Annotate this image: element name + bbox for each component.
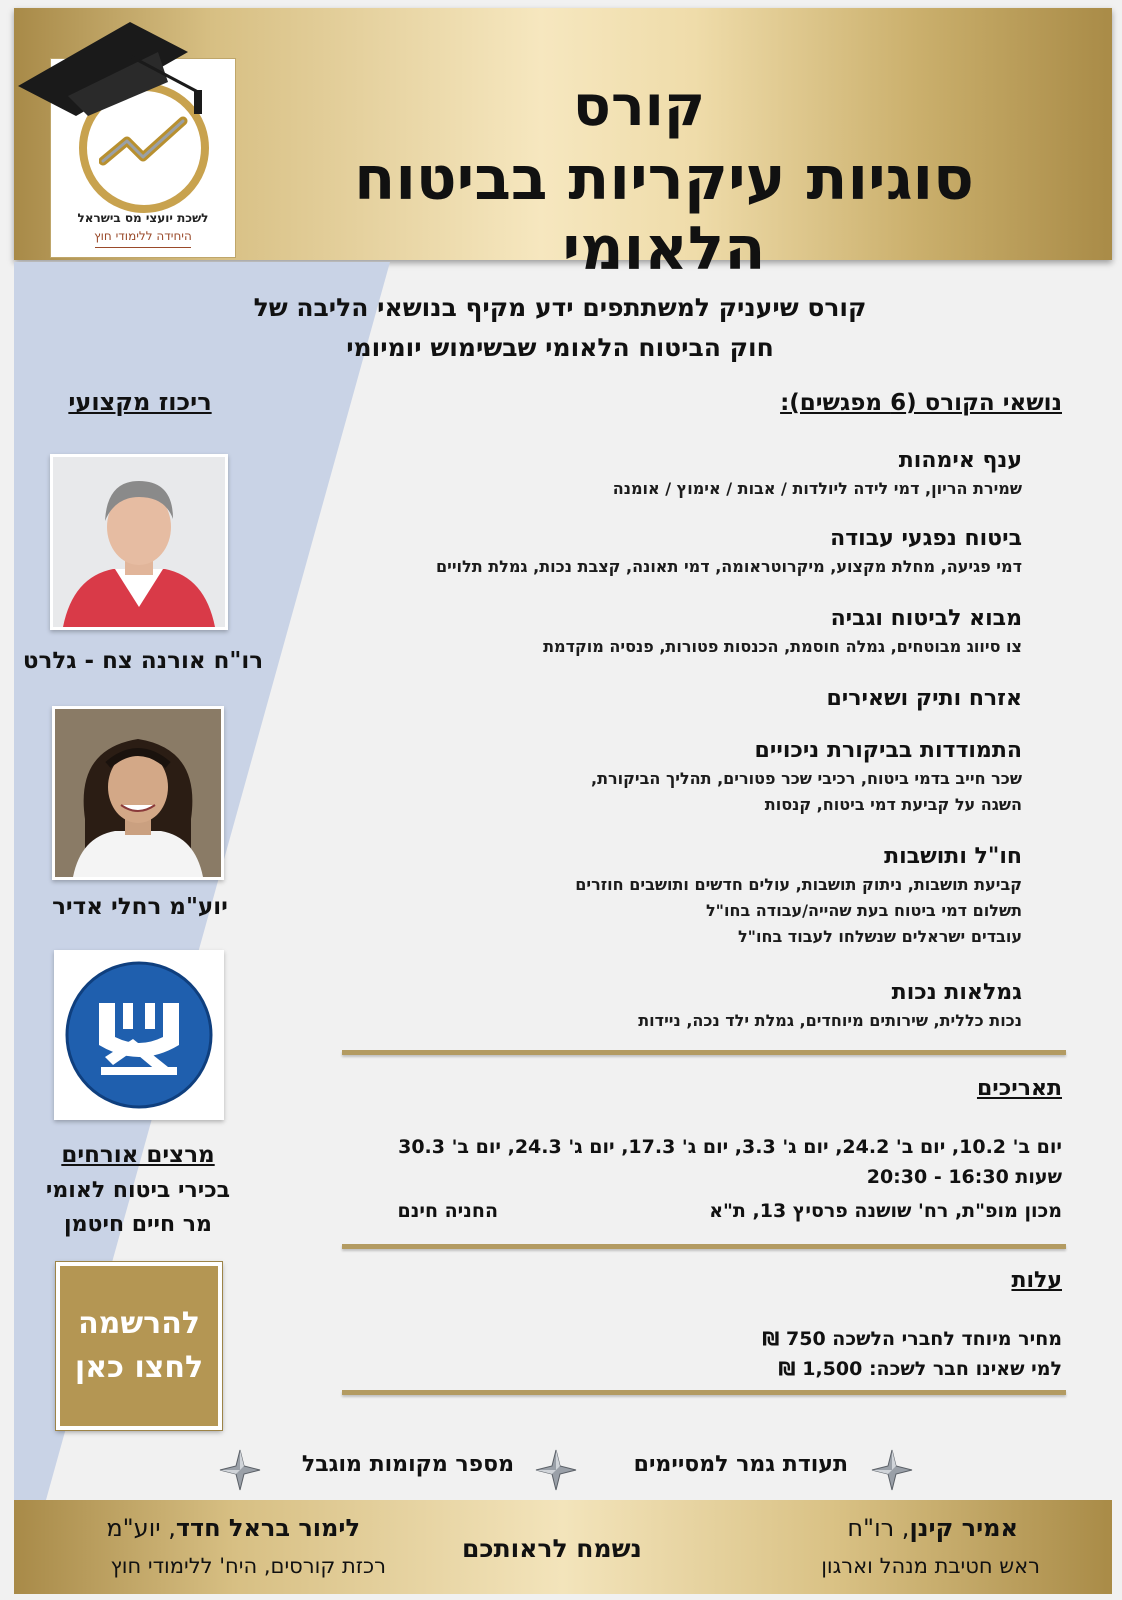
guest-lecturers-heading: מרצים אורחים [61,1142,215,1168]
coordinator-name-2: יוע"מ רחלי אדיר [52,894,228,920]
intro-text [190,288,930,368]
parking-text: החניה חינם [397,1200,498,1222]
checkmark-chart-icon [99,115,189,175]
hours-text: שעות 16:30 - 20:30 [866,1166,1062,1188]
guest-lecturers-line-2: מר חיים חיטמן [64,1212,212,1237]
topic-item [591,736,1022,818]
title-line-1: קורס [572,74,706,139]
topic-item [436,524,1022,580]
topic-title: אזרח ותיק ושאירים [826,686,1022,711]
topic-item [613,446,1022,502]
contact-right-role: ראש חטיבת מנהל וארגון [821,1554,1040,1578]
contact-right-name-text: אמיר קינן [909,1514,1018,1542]
non-member-price: למי שאינו חבר לשכה: 1,500 ₪ [778,1358,1062,1380]
person-portrait-icon [55,709,221,877]
dates-heading: תאריכים [976,1076,1062,1101]
topic-description: עובדים ישראלים שנשלחו לעבוד בחו"ל [737,927,1022,946]
topic-item [543,604,1022,660]
topic-description: שמירת הריון, דמי לידה ליולדות / אבות / אימוץ / אומנה [612,479,1022,498]
location-text: מכון מופ"ת, רח' שושנה פרסיץ 13, ת"א [709,1200,1062,1222]
contact-left-title: , יוע"מ [106,1514,176,1542]
member-price: מחיר מיוחד לחברי הלשכה 750 ₪ [762,1328,1062,1350]
intro-line-1: קורס שיעניק למשתתפים ידע מקיף בנושאי הליבה של [253,293,867,322]
certificate-feature: תעודת גמר למסיימים [633,1452,848,1477]
topic-description: תשלום דמי ביטוח בעת שהייה/עבודה בחו"ל [705,901,1022,920]
topic-title: ביטוח נפגעי עבודה [830,526,1022,551]
section-divider [342,1244,1066,1249]
topic-title: גמלאות נכות [891,980,1022,1005]
topic-item [638,978,1022,1034]
topic-title: חו"ל ותושבות [884,844,1022,869]
contact-left-name-text: לימור בראל חדד [175,1514,360,1542]
logo-unit-name: היחידה ללימודי חוץ [94,229,192,243]
topic-description: דמי פגיעה, מחלת מקצוע, מיקרוטראומה, דמי תאונה, קצבת נכות, גמלת תלויים [435,557,1022,576]
topic-description: השגה על קביעת דמי ביטוח, קנסות [764,795,1022,814]
section-divider [342,1050,1066,1055]
person-portrait-icon [53,457,225,627]
closing-message: נשמח לראותכם [462,1534,642,1563]
intro-line-2: חוק הביטוח הלאומי שבשימוש יומיומי [346,333,774,362]
coordinator-name-1: רו"ח אורנה צח - גלרט [22,648,264,674]
topic-description: קביעת תושבות, ניתוק תושבות, עולים חדשים ותושבים חוזרים [575,875,1022,894]
national-insurance-logo [54,950,224,1120]
star-icon [870,1448,914,1492]
header-banner [14,8,1112,284]
contact-right-name [847,1514,1018,1542]
topic-description: נכות כללית, שירותים מיוחדים, גמלת ילד נכה, ניידות [638,1011,1022,1030]
coordinator-photo [52,706,224,880]
national-insurance-logo-icon [57,953,221,1117]
section-divider [342,1390,1066,1395]
guest-lecturers-line-1: בכירי ביטוח לאומי [45,1178,231,1203]
topic-title: מבוא לביטוח וגביה [830,606,1022,631]
topic-description: שכר חייב בדמי ביטוח, רכיבי שכר פטורים, תהליך הביקורת, [591,769,1022,788]
contact-left-name [106,1514,360,1542]
graduation-cap-icon [18,12,238,122]
contact-left-role: רכזת קורסים, היח' ללימודי חוץ [110,1554,386,1578]
star-icon [218,1448,262,1492]
topic-item [826,684,1022,714]
limited-seats-feature: מספר מקומות מוגבל [301,1452,514,1477]
logo-underline [95,247,191,248]
topics-heading: נושאי הקורס (6 מפגשים): [780,390,1062,416]
register-button-line-1: להרשמה [78,1306,200,1341]
register-button-line-2: לחצו כאן [74,1350,204,1385]
guest-lecturers [30,1174,246,1242]
coordinator-photo [50,454,228,630]
register-button[interactable] [56,1262,222,1430]
dates-list: יום ב' 10.2, יום ב' 24.2, יום ג' 3.3, יום ג' 17.3, יום ג' 24.3, יום ב' 30.3 [398,1136,1062,1158]
star-icon [534,1448,578,1492]
topic-item [575,842,1022,950]
logo-org-name: לשכת יועצי מס בישראל [77,211,209,225]
topic-title: התמודדות בביקורת ניכויים [754,738,1022,763]
footer-banner [14,1500,1112,1594]
topic-title: ענף אימהות [898,448,1022,473]
contact-right-title: , רו"ח [847,1514,910,1542]
title-line-2: סוגיות עיקריות בביטוח הלאומי [354,144,974,284]
topic-description: צו סיווג מבוטחים, גמלה חוסמת, הכנסות פטורות, פנסיה מוקדמת [543,637,1022,656]
costs-heading: עלות [1011,1268,1062,1293]
professional-coordination-heading: ריכוז מקצועי [68,388,212,416]
